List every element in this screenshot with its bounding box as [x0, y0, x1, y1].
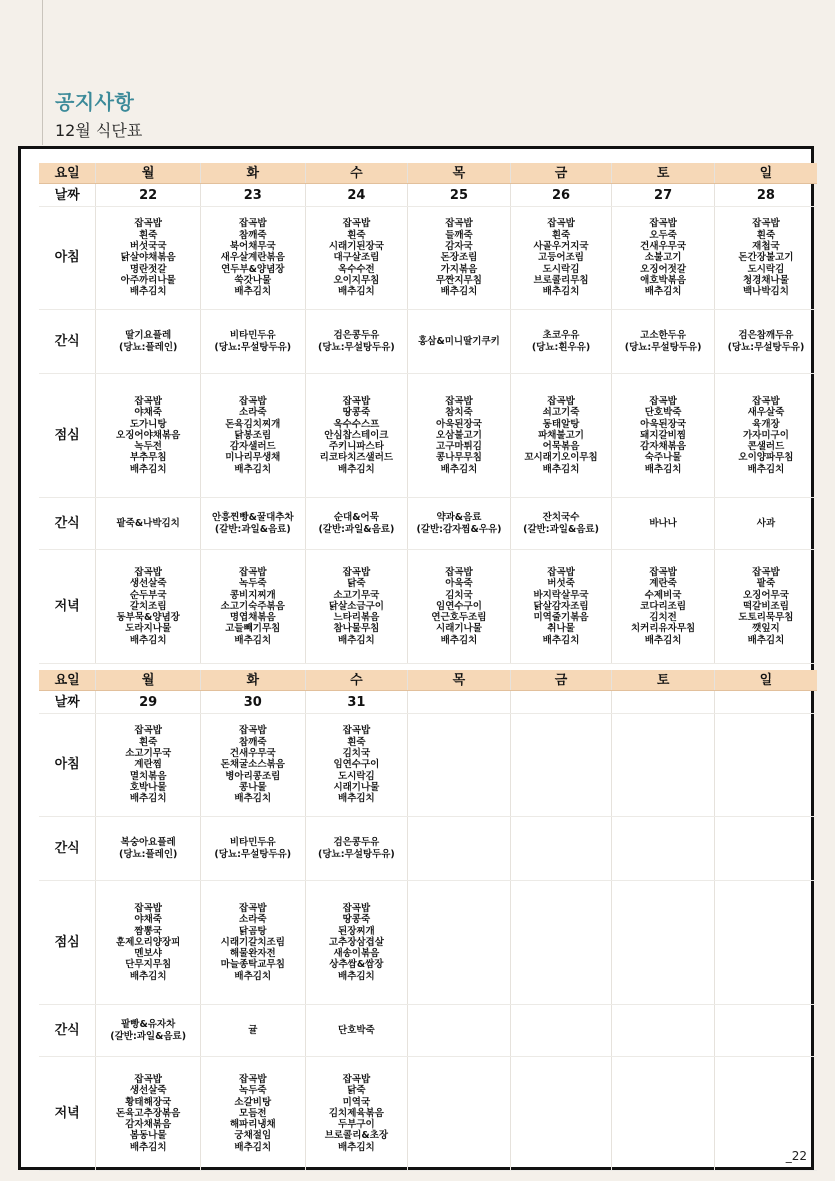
- day-header: 월: [96, 670, 201, 691]
- morning-snack-menu-cell: 고소한두유 (당뇨:무설탕두유): [612, 310, 715, 374]
- day-header: 일: [714, 670, 817, 691]
- page-number: _22: [785, 1149, 807, 1163]
- morning-snack-menu-cell: 검은콩두유 (당뇨:무설탕두유): [305, 817, 408, 881]
- dinner-menu-cell: [612, 1057, 715, 1171]
- breakfast-row: [39, 714, 817, 817]
- lunch-menu-cell: 잡곡밥 단호박죽 아욱된장국 돼지갈비찜 감자채볶음 숙주나물 배추김치: [612, 374, 715, 498]
- date-cell: [510, 691, 612, 714]
- day-header: 월: [96, 163, 201, 184]
- breakfast-row: [39, 207, 817, 310]
- breakfast-menu-cell: [408, 714, 511, 817]
- lunch-menu-cell: 잡곡밥 쇠고기죽 동태알탕 파채불고기 어묵볶음 꼬시래기오이무침 배추김치: [510, 374, 612, 498]
- dinner-menu-cell: 잡곡밥 닭죽 소고기무국 닭살소금구이 느타리볶음 참나물무침 배추김치: [305, 550, 408, 664]
- row-label-date: 날짜: [39, 691, 96, 714]
- morning-snack-menu-cell: [408, 817, 511, 881]
- date-cell: 31: [305, 691, 408, 714]
- morning-snack-row: [39, 817, 817, 881]
- morning-snack-menu-cell: 비타민두유 (당뇨:무설탕두유): [200, 310, 305, 374]
- morning-snack-menu-cell: 검은참깨두유 (당뇨:무설탕두유): [714, 310, 817, 374]
- lunch-menu-cell: 잡곡밥 소라죽 돈육김치찌개 닭봉조림 감자샐러드 미나리무생채 배추김치: [200, 374, 305, 498]
- breakfast-menu-cell: 잡곡밥 참깨죽 건새우무국 돈채굴소스볶음 병아리콩조림 콩나물 배추김치: [200, 714, 305, 817]
- dinner-menu-cell: [408, 1057, 511, 1171]
- afternoon-snack-menu-cell: [714, 1005, 817, 1057]
- row-label-morning-snack: 간식: [39, 310, 96, 374]
- breakfast-menu-cell: 잡곡밥 흰죽 버섯국국 닭살야채볶음 명란젓갈 아주까리나물 배추김치: [96, 207, 201, 310]
- lunch-menu-cell: 잡곡밥 새우살죽 육개장 가자미구이 콘샐러드 오이양파무침 배추김치: [714, 374, 817, 498]
- date-cell: [612, 691, 715, 714]
- dinner-menu-cell: 잡곡밥 녹두죽 콩비지찌개 소고기숙주볶음 명엽채볶음 고들빼기무침 배추김치: [200, 550, 305, 664]
- morning-snack-menu-cell: 딸기요플레 (당뇨:플레인): [96, 310, 201, 374]
- dinner-menu-cell: [510, 1057, 612, 1171]
- afternoon-snack-menu-cell: 팥죽&나박김치: [96, 498, 201, 550]
- day-header: 목: [408, 670, 511, 691]
- breakfast-menu-cell: 잡곡밥 흰죽 시래기된장국 대구살조림 옥수수전 오이지무침 배추김치: [305, 207, 408, 310]
- date-cell: [408, 691, 511, 714]
- breakfast-menu-cell: 잡곡밥 참깨죽 북어채무국 새우살계란볶음 연두부&양념장 쑥갓나물 배추김치: [200, 207, 305, 310]
- lunch-menu-cell: [510, 881, 612, 1005]
- day-header: 화: [200, 163, 305, 184]
- date-row: [39, 184, 817, 207]
- menu-frame: [18, 146, 814, 1170]
- afternoon-snack-row: [39, 498, 817, 550]
- lunch-menu-cell: 잡곡밥 참치죽 아욱된장국 오삼불고기 고구마튀김 콩나무무침 배추김치: [408, 374, 511, 498]
- date-cell: 23: [200, 184, 305, 207]
- day-header: 수: [305, 670, 408, 691]
- lunch-menu-cell: [612, 881, 715, 1005]
- row-label-lunch: 점심: [39, 374, 96, 498]
- page-subtitle: 12월 식단표: [55, 121, 143, 140]
- morning-snack-menu-cell: [714, 817, 817, 881]
- afternoon-snack-row: [39, 1005, 817, 1057]
- afternoon-snack-menu-cell: 단호박죽: [305, 1005, 408, 1057]
- afternoon-snack-menu-cell: 바나나: [612, 498, 715, 550]
- day-header-row: [39, 670, 817, 691]
- day-header: 목: [408, 163, 511, 184]
- afternoon-snack-menu-cell: 귤: [200, 1005, 305, 1057]
- row-label-day: 요일: [39, 670, 96, 691]
- dinner-row: [39, 550, 817, 664]
- breakfast-menu-cell: [510, 714, 612, 817]
- date-row: [39, 691, 817, 714]
- date-cell: [714, 691, 817, 714]
- dinner-menu-cell: 잡곡밥 닭죽 미역국 김치제육볶음 두부구이 브로콜리&초장 배추김치: [305, 1057, 408, 1171]
- afternoon-snack-menu-cell: [408, 1005, 511, 1057]
- day-header: 금: [510, 670, 612, 691]
- menu-table-week1: [39, 163, 817, 664]
- row-label-lunch: 점심: [39, 881, 96, 1005]
- lunch-menu-cell: 잡곡밥 땅콩죽 옥수수스프 안심찹스테이크 주키니파스타 리코타치즈샐러드 배추김치: [305, 374, 408, 498]
- row-label-dinner: 저녁: [39, 1057, 96, 1171]
- morning-snack-menu-cell: 홍삼&미니딸기쿠키: [408, 310, 511, 374]
- afternoon-snack-menu-cell: 안흥찐빵&꿀대추차 (갈반:과일&음료): [200, 498, 305, 550]
- breakfast-menu-cell: 잡곡밥 흰죽 김치국 임연수구이 도시락김 시래기나물 배추김치: [305, 714, 408, 817]
- morning-snack-menu-cell: 복숭아요플레 (당뇨:플레인): [96, 817, 201, 881]
- morning-snack-row: [39, 310, 817, 374]
- afternoon-snack-menu-cell: 사과: [714, 498, 817, 550]
- dinner-menu-cell: 잡곡밥 계란죽 수제비국 코다리조림 김치전 치커리유자무침 배추김치: [612, 550, 715, 664]
- breakfast-menu-cell: 잡곡밥 흰죽 사골우거지국 고등어조림 도시락김 브로콜리무침 배추김치: [510, 207, 612, 310]
- breakfast-menu-cell: 잡곡밥 들깨죽 감자국 돈장조림 가지볶음 무짠지무침 배추김치: [408, 207, 511, 310]
- day-header: 일: [714, 163, 817, 184]
- morning-snack-menu-cell: 초코우유 (당뇨:흰우유): [510, 310, 612, 374]
- afternoon-snack-menu-cell: 약과&음료 (갈반:감자찜&우유): [408, 498, 511, 550]
- afternoon-snack-menu-cell: 팥빵&유자차 (갈반:과일&음료): [96, 1005, 201, 1057]
- lunch-menu-cell: 잡곡밥 땅콩죽 된장찌개 고추장삼겹살 새송이볶음 상추쌈&쌈장 배추김치: [305, 881, 408, 1005]
- row-label-date: 날짜: [39, 184, 96, 207]
- page-title: 공지사항: [55, 90, 135, 114]
- row-label-dinner: 저녁: [39, 550, 96, 664]
- date-cell: 25: [408, 184, 511, 207]
- afternoon-snack-menu-cell: 순대&어묵 (갈반:과일&음료): [305, 498, 408, 550]
- lunch-menu-cell: [408, 881, 511, 1005]
- lunch-menu-cell: 잡곡밥 소라죽 닭곰탕 시래기갈치조림 해물완자전 마늘종탁교무침 배추김치: [200, 881, 305, 1005]
- date-cell: 22: [96, 184, 201, 207]
- row-label-afternoon-snack: 간식: [39, 1005, 96, 1057]
- day-header: 토: [612, 163, 715, 184]
- morning-snack-menu-cell: [510, 817, 612, 881]
- date-cell: 30: [200, 691, 305, 714]
- morning-snack-menu-cell: 비타민두유 (당뇨:무설탕두유): [200, 817, 305, 881]
- dinner-menu-cell: 잡곡밥 생선살죽 순두부국 갈치조림 동부묵&양념장 도라지나물 배추김치: [96, 550, 201, 664]
- morning-snack-menu-cell: [612, 817, 715, 881]
- breakfast-menu-cell: 잡곡밥 오두죽 건새우무국 소불고기 오징어젓갈 애호박볶음 배추김치: [612, 207, 715, 310]
- lunch-menu-cell: 잡곡밥 야채죽 짬뽕국 훈제오리양장피 멘보샤 단무지무침 배추김치: [96, 881, 201, 1005]
- afternoon-snack-menu-cell: [510, 1005, 612, 1057]
- row-label-morning-snack: 간식: [39, 817, 96, 881]
- date-cell: 29: [96, 691, 201, 714]
- row-label-breakfast: 아침: [39, 714, 96, 817]
- date-cell: 24: [305, 184, 408, 207]
- left-margin-line: [42, 0, 43, 145]
- afternoon-snack-menu-cell: 잔치국수 (갈반:과일&음료): [510, 498, 612, 550]
- date-cell: 27: [612, 184, 715, 207]
- row-label-breakfast: 아침: [39, 207, 96, 310]
- lunch-menu-cell: [714, 881, 817, 1005]
- breakfast-menu-cell: [714, 714, 817, 817]
- dinner-row: [39, 1057, 817, 1171]
- row-label-afternoon-snack: 간식: [39, 498, 96, 550]
- afternoon-snack-menu-cell: [612, 1005, 715, 1057]
- day-header-row: [39, 163, 817, 184]
- dinner-menu-cell: 잡곡밥 생선살죽 황태해장국 돈육고추장볶음 감자채볶음 봄동나물 배추김치: [96, 1057, 201, 1171]
- lunch-menu-cell: 잡곡밥 야채죽 도가니탕 오징어야채볶음 녹두전 부추무침 배추김치: [96, 374, 201, 498]
- date-cell: 26: [510, 184, 612, 207]
- date-cell: 28: [714, 184, 817, 207]
- row-label-day: 요일: [39, 163, 96, 184]
- day-header: 수: [305, 163, 408, 184]
- day-header: 화: [200, 670, 305, 691]
- dinner-menu-cell: 잡곡밥 버섯죽 바지락살무국 닭살감자조림 미역줄기볶음 취나물 배추김치: [510, 550, 612, 664]
- dinner-menu-cell: 잡곡밥 아욱죽 김치국 임연수구이 연근호두조림 시래기나물 배추김치: [408, 550, 511, 664]
- day-header: 금: [510, 163, 612, 184]
- day-header: 토: [612, 670, 715, 691]
- dinner-menu-cell: 잡곡밥 녹두죽 소갈비탕 모듬전 해파리냉채 궁채절임 배추김치: [200, 1057, 305, 1171]
- breakfast-menu-cell: [612, 714, 715, 817]
- menu-table-week2: [39, 670, 817, 1171]
- lunch-row: [39, 374, 817, 498]
- lunch-row: [39, 881, 817, 1005]
- morning-snack-menu-cell: 검은콩두유 (당뇨:무설탕두유): [305, 310, 408, 374]
- breakfast-menu-cell: 잡곡밥 흰죽 소고기무국 계란찜 멸치볶음 호박나물 배추김치: [96, 714, 201, 817]
- dinner-menu-cell: 잡곡밥 팥죽 오징어무국 떡갈비조림 도토리묵무침 깻잎지 배추김치: [714, 550, 817, 664]
- breakfast-menu-cell: 잡곡밥 흰죽 재첩국 돈간장불고기 도시락김 청경채나물 백나박김치: [714, 207, 817, 310]
